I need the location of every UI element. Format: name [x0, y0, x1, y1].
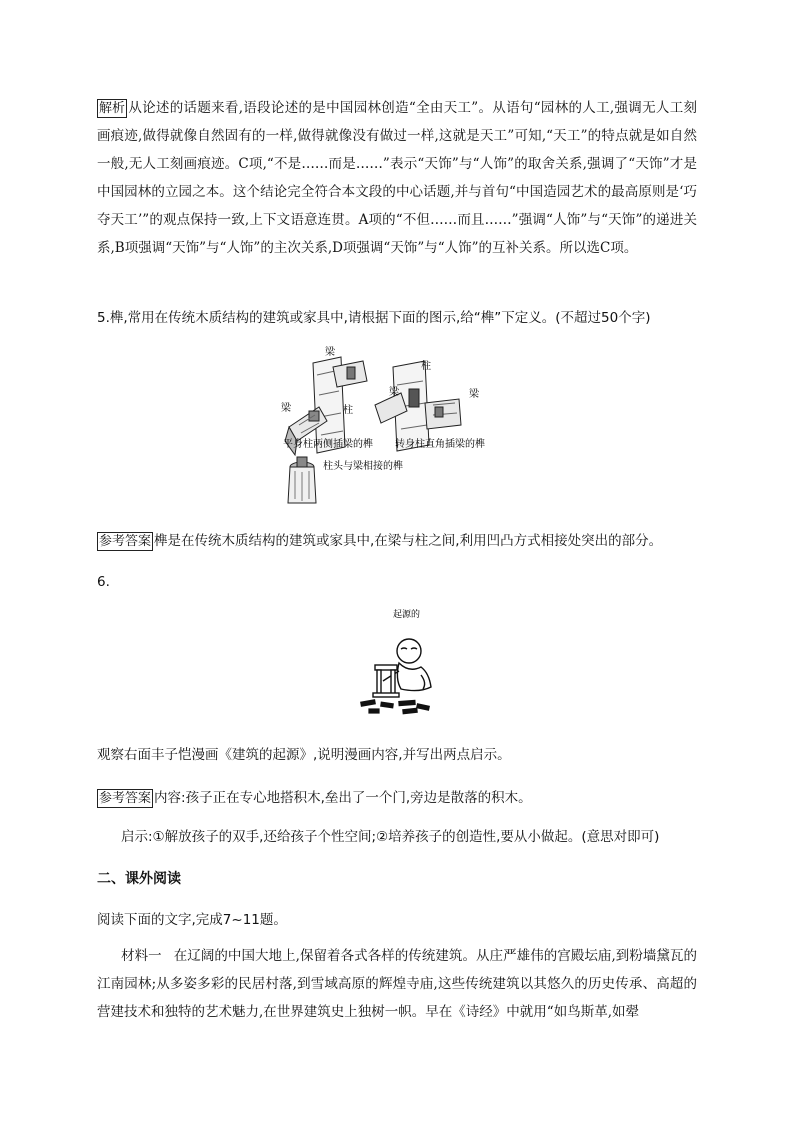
- question-6-answer: [97, 787, 697, 809]
- answer-tag-5: 参考答案: [99, 534, 152, 549]
- question-6-number-line: 6.: [97, 574, 110, 590]
- caption-left: 平身柱两侧插梁的榫: [283, 439, 373, 450]
- answer-6-content: 内容:孩子正在专心地搭积木,垒出了一个门,旁边是散落的积木。: [154, 790, 532, 806]
- tenon-diagram: [275, 345, 525, 510]
- caption-right: 转身柱直角插梁的榫: [395, 439, 485, 450]
- material-label: 材料一: [121, 948, 162, 964]
- label-zhu-left: 柱: [343, 405, 353, 416]
- question-6-number: 6: [97, 574, 106, 590]
- reading-instruction: 阅读下面的文字,完成7~11题。: [97, 912, 287, 928]
- right-joint-drawing: [375, 361, 461, 451]
- label-zhu-right: 柱: [421, 361, 431, 372]
- material-text: 在辽阔的中国大地上,保留着各式各样的传统建筑。从庄严雄伟的宫殿坛庙,到粉墙黛瓦的江南园林;从多姿多彩的民居村落,到雪域高原的辉煌寺庙,这些传统建筑以其悠久的历史传承、高超的营建技术和独特的艺术魅力,在世界建筑史上独树一帜。早在《诗经》中就用“如鸟斯革,如翚: [97, 948, 698, 1020]
- label-liang-right2: 梁: [469, 389, 479, 400]
- answer-tag-6: 参考答案: [99, 791, 152, 806]
- caption-bottom: 柱头与梁相接的榫: [323, 461, 403, 472]
- label-liang-top: 梁: [325, 347, 335, 358]
- question-6-insight: [121, 826, 701, 848]
- question-5: 5.榫,常用在传统木质结构的建筑或家具中,请根据下面的图示,给“榫”下定义。(不超过50个字): [97, 310, 651, 326]
- question-6: [97, 744, 697, 766]
- label-liang-right1: 梁: [389, 387, 399, 398]
- question-6-text: 观察右面丰子恺漫画《建筑的起源》,说明漫画内容,并写出两点启示。: [97, 747, 511, 763]
- question-5-number: 5: [97, 310, 106, 326]
- section-heading: 二、课外阅读: [97, 871, 181, 887]
- block-gate: [373, 665, 399, 697]
- analysis-text: 从论述的话题来看,语段论述的是中国园林创造“全由天工”。从语句“园林的人工,强调无人工刻画痕迹,做得就像自然固有的一样,做得就像没有做过一样,这就是天工”可知,“天工”的特点就是如自然一般,无人工刻画痕迹。C项,“不是……而是……”表示“天饰”与“人饰”的取舍关系,强调了“天饰”才是中国园林的立园之本。这个结论完全符合本文段的中心话题,并与首句“中国造园艺术的最高原则是‘巧夺天工’”的观点保持一致,上下文语意连贯。A项的“不但……而且……”强调“人饰”与“天饰”的递进关系,B项强调“天饰”与“人饰”的主次关系,D项强调“天饰”与“人饰”的互补关系。所以选C项。: [97, 100, 697, 256]
- scattered-blocks: [361, 700, 430, 714]
- answer-6-insight: 启示:①解放孩子的双手,还给孩子个性空间;②培养孩子的创造性,要从小做起。(意思对即可): [121, 829, 660, 845]
- analysis-paragraph: [97, 94, 697, 262]
- cartoon-building-origin: [355, 605, 455, 717]
- material-one-paragraph: [97, 942, 697, 1026]
- label-liang-left: 梁: [281, 403, 291, 414]
- answer-5-text: 榫是在传统木质结构的建筑或家具中,在梁与柱之间,利用凹凸方式相接处突出的部分。: [154, 533, 663, 549]
- cartoon-title-text: 起源的: [393, 610, 421, 620]
- column-head-drawing: [288, 457, 316, 503]
- question-5-answer: [97, 530, 697, 552]
- question-5-text: 榫,常用在传统木质结构的建筑或家具中,请根据下面的图示,给“榫”下定义。(不超过50个字): [109, 310, 651, 326]
- analysis-tag: 解析: [99, 101, 126, 116]
